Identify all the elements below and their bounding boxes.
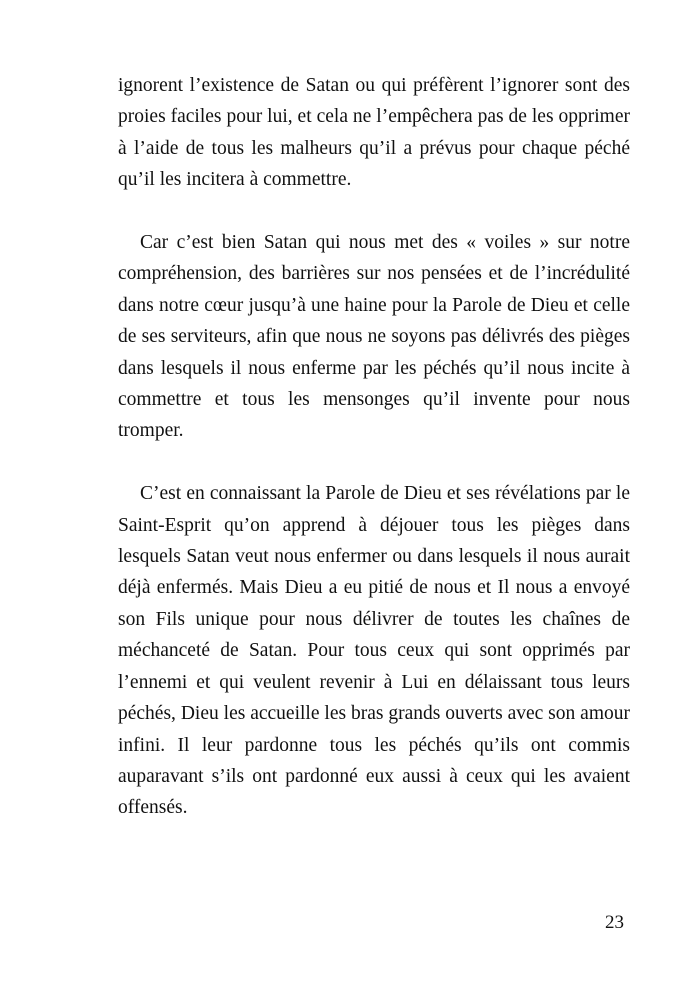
- paragraph-continued: ignorent l’existence de Satan ou qui préfèrent l’ignorer sont des proies faciles pour lui, et cela ne l’empêchera pas de les opprimer à l’aide de tous les malheurs qu’il a prévus pour chaque péché qu’il les incitera à commettre.: [118, 75, 630, 191]
- paragraph: Car c’est bien Satan qui nous met des « voiles » sur notre compréhension, des barrières sur nos pensées et de l’incrédulité dans notre cœur jusqu’à une haine pour la Parole de Dieu et celle de ses serviteurs, afin que nous ne soyons pas délivrés des pièges dans lesquels il nous enferme par les péchés qu’il nous incite à commettre et tous les mensonges qu’il invente pour nous tromper.: [118, 232, 630, 442]
- paragraph: C’est en connaissant la Parole de Dieu et ses révélations par le Saint-Esprit qu’on apprend à déjouer tous les pièges dans lesquels Satan veut nous enfermer ou dans lesquels il nous aurait déjà enfermés. Mais Dieu a eu pitié de nous et Il nous a envoyé son Fils unique pour nous délivrer de toutes les chaînes de méchanceté de Satan. Pour tous ceux qui sont opprimés par l’ennemi et qui veulent revenir à Lui en délaissant tous leurs péchés, Dieu les accueille les bras grands ouverts avec son amour infini. Il leur pardonne tous les péchés qu’ils ont commis auparavant s’ils ont pardonné eux aussi à ceux qui les avaient offensés.: [118, 483, 630, 819]
- page-number: 23: [605, 912, 624, 933]
- body-text: [118, 70, 630, 855]
